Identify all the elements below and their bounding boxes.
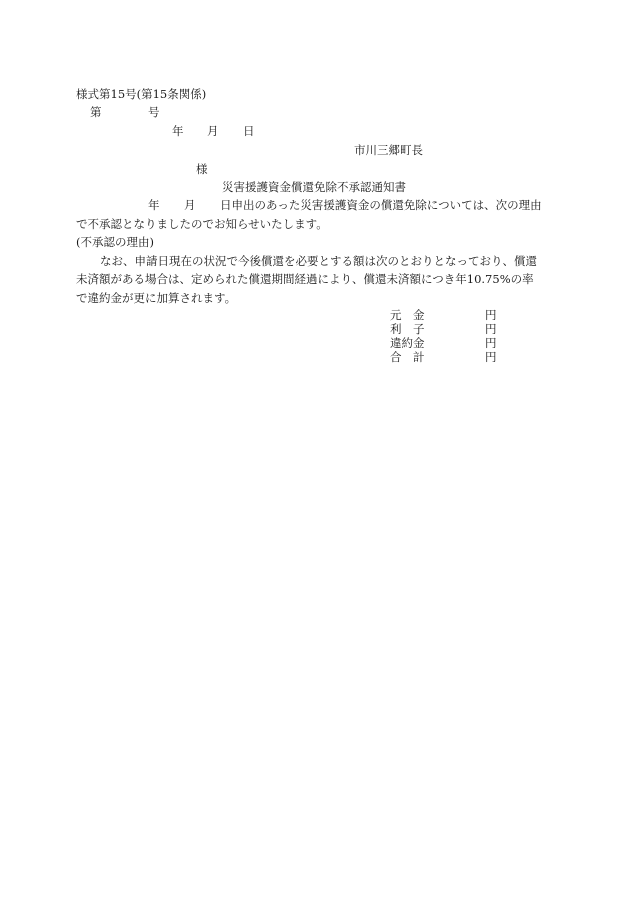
reason-heading: (不承認の理由) xyxy=(76,235,154,249)
date-year: 年 xyxy=(172,124,184,138)
date-month: 月 xyxy=(207,124,219,138)
amount-unit-principal: 円 xyxy=(485,308,497,322)
body-para2-line2: 未済額がある場合は、定められた償還期間経過により、償還未済額につき年10.75%の率 xyxy=(76,272,534,286)
amount-label-principal: 元 金 xyxy=(390,308,425,322)
body-para1-line2: で不承認となりましたのでお知らせいたします。 xyxy=(76,217,328,231)
date-day: 日 xyxy=(243,124,255,138)
number-suffix: 号 xyxy=(148,105,160,119)
body-para2-line1: なお、申請日現在の状況で今後償還を必要とする額は次のとおりとなっており、償還 xyxy=(100,254,537,268)
amount-unit-interest: 円 xyxy=(485,322,497,336)
form-number: 様式第15号(第15条関係) xyxy=(76,87,207,101)
issuer: 市川三郷町長 xyxy=(354,143,423,157)
body-para2-line3: で違約金が更に加算されます。 xyxy=(76,291,237,305)
amount-unit-penalty: 円 xyxy=(485,336,497,350)
amount-label-penalty: 違約金 xyxy=(390,336,425,350)
number-prefix: 第 xyxy=(90,105,102,119)
amount-label-total: 合 計 xyxy=(390,350,425,364)
body-para1-year: 年 xyxy=(148,198,160,212)
addressee-suffix: 様 xyxy=(196,162,208,176)
amount-label-interest: 利 子 xyxy=(390,322,425,336)
document-title: 災害援護資金償還免除不承認通知書 xyxy=(222,180,406,194)
amount-unit-total: 円 xyxy=(485,350,497,364)
body-para1-month: 月 xyxy=(184,198,196,212)
body-para1-line1: 日申出のあった災害援護資金の償還免除については、次の理由 xyxy=(220,198,542,212)
